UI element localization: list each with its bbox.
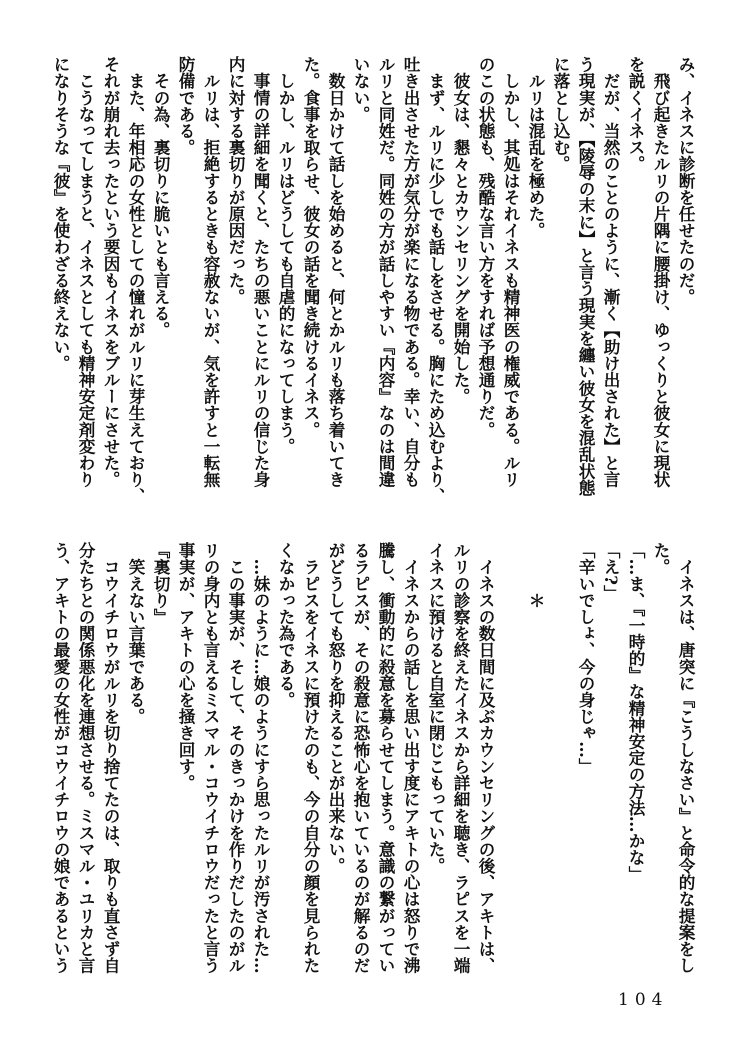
text-line: 「辛いでしょ、今の身じゃ…」 xyxy=(576,542,596,775)
text-line: コウイチロウがルリを切り捨てたのは、取りも直さず自 xyxy=(101,542,121,974)
text-line: るラピスが、その殺意に恐怖心を抱いているのが解るのだ xyxy=(351,542,371,974)
text-line: 分たちとの関係悪化を連想させる。ミスマル・ユリカと言 xyxy=(76,542,96,974)
text-line: 事実が、アキトの心を掻き回す。 xyxy=(176,542,196,791)
text-line: しかし、其処はそれイネスも精神医の権威である。ルリ xyxy=(501,56,521,488)
text-line: 吐き出させた方が気分が楽になる物である。幸い、自分も xyxy=(401,56,421,488)
text-line: に落とし込む。 xyxy=(551,56,571,173)
text-line: まず、ルリに少しでも話しをさせる。胸にため込むより、 xyxy=(426,56,446,505)
text-line: た。 xyxy=(651,542,671,576)
text-block-bottom xyxy=(48,542,698,987)
text-line: イネスの数日間に及ぶカウンセリングの後、アキトは、 xyxy=(476,542,496,974)
text-line: 騰し、衝動的に殺意を募らせてしまう。意識の繋がってい xyxy=(376,542,396,974)
text-line: た。食事を取らせ、彼女の話を聞き続けるイネス。 xyxy=(301,56,321,438)
text-line: イネスは、唐突に『こうしなさい』と命令的な提案をし xyxy=(676,542,696,974)
text-line: う現実が、【陵辱の末に】と言う現実を纏い彼女を混乱状態 xyxy=(576,56,596,496)
text-line: を説くイネス。 xyxy=(626,56,646,173)
page-number: 104 xyxy=(618,990,669,1010)
text-line: しかし、ルリはどうしても自虐的になってしまう。 xyxy=(276,56,296,455)
text-line xyxy=(548,542,573,987)
text-line: イネスからの話しを思い出す度にアキトの心は怒りで沸 xyxy=(401,542,421,974)
text-line: がどうしても怒りを抑えることが出来ない。 xyxy=(326,542,346,874)
text-line: ルリは混乱を極めた。 xyxy=(526,56,546,239)
text-line xyxy=(498,542,523,987)
text-line: この事実が、そして、そのきっかけを作りだしたのがル xyxy=(226,542,246,974)
text-line: …妹のように…娘のようにすら思ったルリが汚された… xyxy=(251,542,271,974)
text-line: くなかった為である。 xyxy=(276,542,296,708)
text-line: また、年相応の女性としての憧れがルリに芽生えており、 xyxy=(126,56,146,505)
text-line: ルリと同姓だ。同姓の方が話しやすい『内容』なのは間違 xyxy=(376,56,396,488)
text-line: ルリの診察を終えたイネスから詳細を聴き、ラピスを一端 xyxy=(451,542,471,974)
text-line: 彼女は、懇々とカウンセリングを開始した。 xyxy=(451,56,471,405)
text-line: み、イネスに診断を任せたのだ。 xyxy=(676,56,696,305)
text-line: う、アキトの最愛の女性がコウイチロウの娘であるという xyxy=(51,542,71,974)
text-line: ルリは、拒絶するときも容赦ないが、気を許すと一転無 xyxy=(201,56,221,488)
text-line: になりそうな『彼』を使わざる終えない。 xyxy=(51,56,71,372)
text-line: 数日かけて話しを始めると、何とかルリも落ち着いてき xyxy=(326,56,346,488)
text-line: 事情の詳細を聞くと、たちの悪いことにルリの信じた身 xyxy=(251,56,271,488)
text-line: 笑えない言葉である。 xyxy=(126,542,146,725)
text-line: ラピスをイネスに預けたのも、今の自分の顔を見られた xyxy=(301,542,321,974)
text-line: 飛び起きたルリの片隅に腰掛け、ゆっくりと彼女に現状 xyxy=(651,56,671,488)
text-line: イネスに預けると自室に閉じこもっていた。 xyxy=(426,542,446,874)
text-line: 防備である。 xyxy=(176,56,196,156)
text-line: こうなってしまうと、イネスとしても精神安定剤変わり xyxy=(76,56,96,488)
text-line: リの身内とも言えるミスマル・コウイチロウだったと言う xyxy=(201,542,221,974)
text-line: だが、当然のことのように、漸く【助け出された】と言 xyxy=(601,56,621,488)
text-block-top xyxy=(48,56,698,505)
text-line: その為、裏切りに脆いとも言える。 xyxy=(151,56,171,339)
text-line: いない。 xyxy=(351,56,371,123)
text-line: のこの状態も、残酷な言い方をすれば予想通りだ。 xyxy=(476,56,496,438)
text-line: 「え?」 xyxy=(601,542,621,602)
text-line: 『裏切り』 xyxy=(151,542,171,625)
text-line: ＊ xyxy=(526,542,546,609)
text-line: 「…ま、『一時的』な精神安定の方法…かな」 xyxy=(626,542,646,883)
text-line: それが崩れ去ったという要因もイネスをブルーにさせた。 xyxy=(101,56,121,488)
text-line: 内に対する裏切りが原因だった。 xyxy=(226,56,246,305)
